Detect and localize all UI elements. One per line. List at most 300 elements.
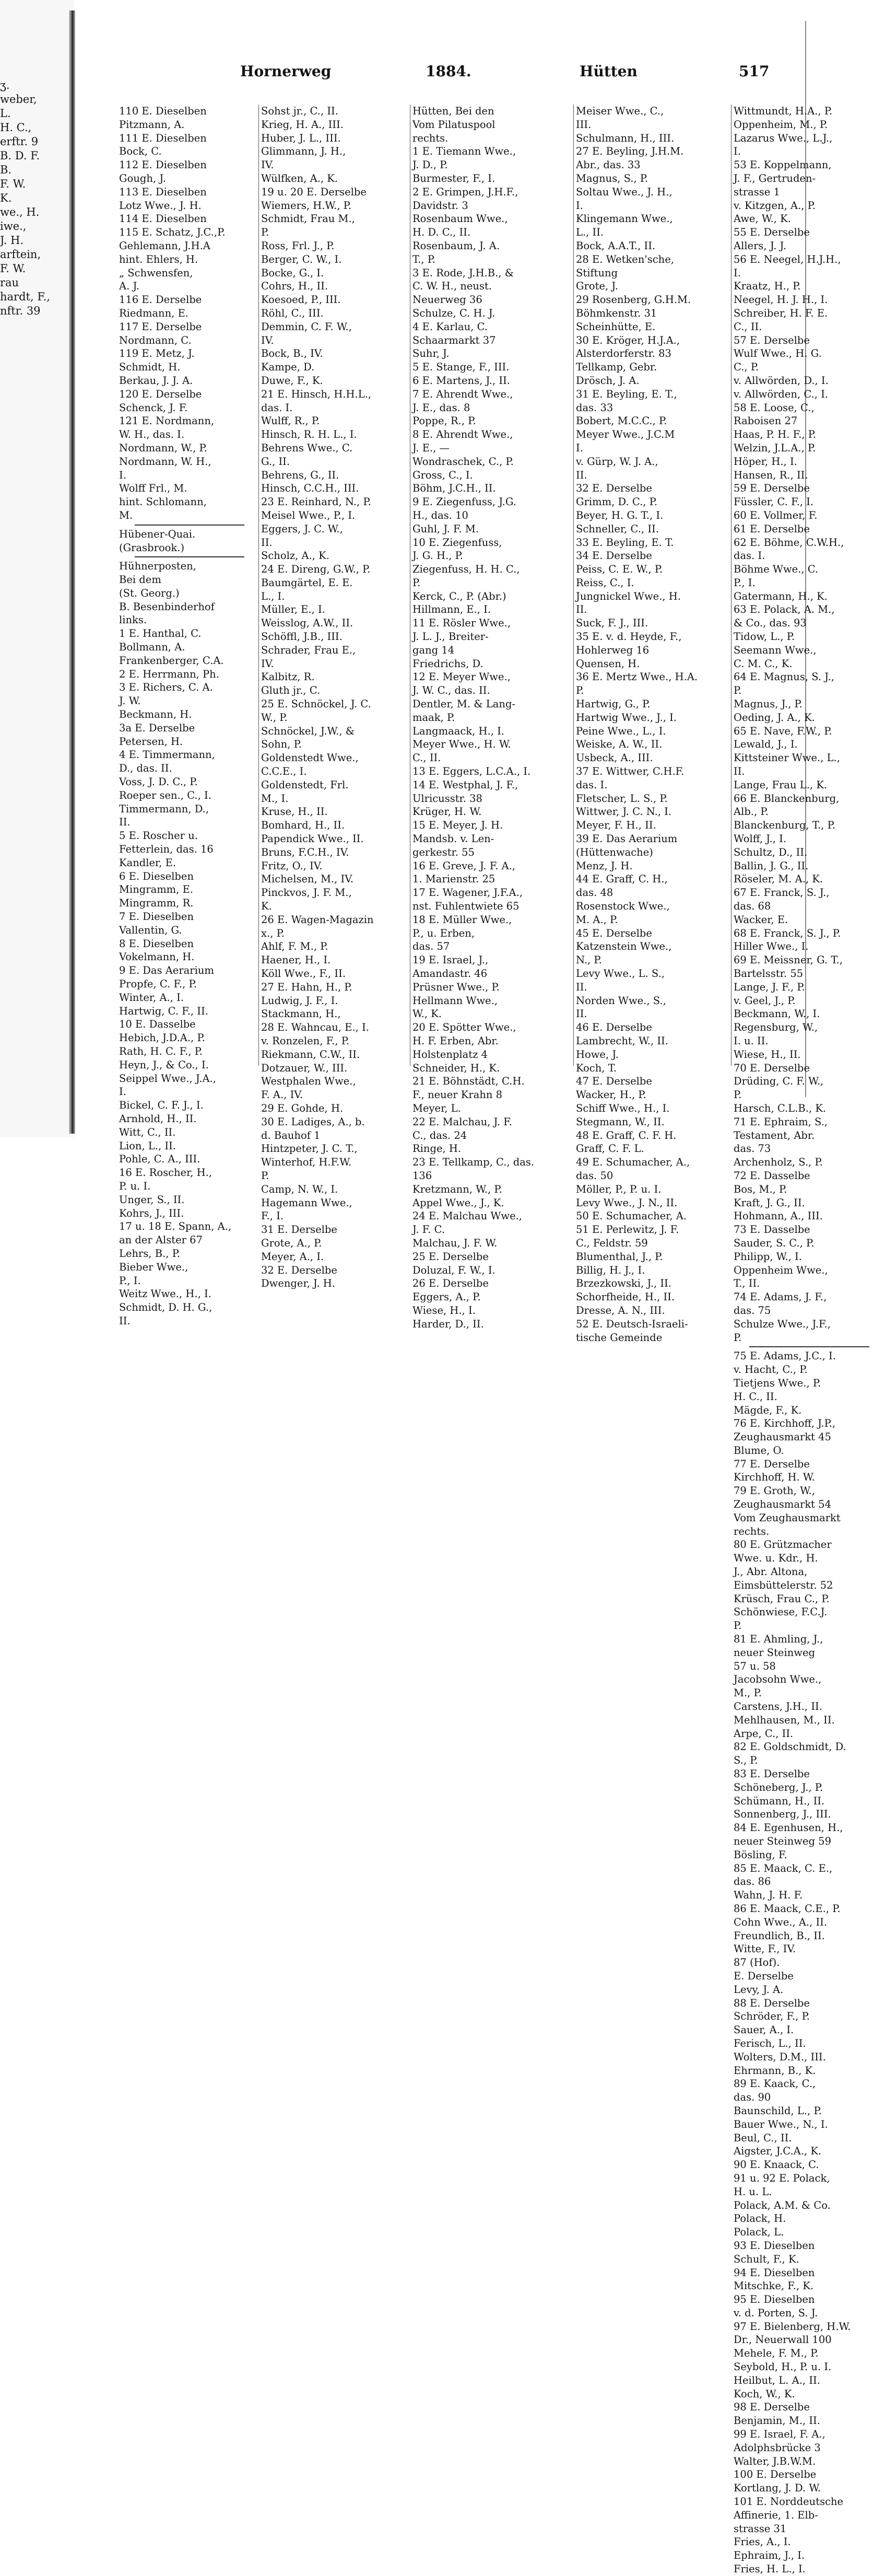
directory-entry: Hansen, R., II. xyxy=(734,469,808,481)
directory-entry: 37 E. Wittwer, C.H.F. xyxy=(576,765,685,778)
directory-entry: Michelsen, M., IV. xyxy=(261,873,354,885)
directory-entry: v. Hacht, C., P. xyxy=(734,1363,808,1376)
directory-entry: Kerck, C., P. (Abr.) xyxy=(412,590,506,602)
directory-entry: das. I. xyxy=(576,778,608,791)
directory-entry: 57 E. Derselbe xyxy=(734,334,810,346)
directory-entry: Beyer, H. G. T., I. xyxy=(576,509,664,521)
directory-entry: W., P. xyxy=(261,711,288,724)
directory-entry: Stegmann, W., II. xyxy=(576,1115,665,1128)
directory-entry: Tietjens Wwe., P. xyxy=(734,1377,821,1389)
facing-page-line: L. xyxy=(0,107,11,120)
directory-entry: Unger, S., II. xyxy=(119,1193,185,1206)
directory-entry: Katzenstein Wwe., xyxy=(576,940,672,953)
directory-entry: Huber, J. L., III. xyxy=(261,132,341,144)
directory-entry: Rosenstock Wwe., xyxy=(576,900,670,913)
directory-entry: Propfe, C. F., P. xyxy=(119,978,197,990)
directory-entry: Archenholz, S., P. xyxy=(734,1156,823,1169)
directory-entry: Mingramm, R. xyxy=(119,897,194,910)
directory-entry: H. u. L. xyxy=(734,2185,772,2198)
directory-entry: 3 E. Richers, C. A. xyxy=(119,681,213,694)
directory-entry: 69 E. Meissner, G. T., xyxy=(734,954,843,966)
directory-entry: das. 33 xyxy=(576,401,613,414)
directory-entry: Affinerie, 1. Elb- xyxy=(734,2509,818,2521)
directory-entry: Polack, H. xyxy=(734,2212,786,2225)
directory-entry: Gluth jr., C. xyxy=(261,684,321,697)
directory-entry: I. xyxy=(576,441,583,454)
directory-entry: Wacker, E. xyxy=(734,913,788,926)
directory-entry: nst. Fuhlentwiete 65 xyxy=(412,900,520,913)
directory-entry: Mingramm, E. xyxy=(119,883,194,896)
directory-entry: 73 E. Dasselbe xyxy=(734,1223,810,1236)
directory-entry: Dresse, A. N., III. xyxy=(576,1304,665,1316)
directory-entry: III. xyxy=(576,118,592,131)
directory-entry: Hartwig, C. F., II. xyxy=(119,1005,208,1017)
directory-entry: Fries, H. L., I. xyxy=(734,2563,806,2575)
directory-entry: Ballin, J. G., II. xyxy=(734,859,809,872)
directory-entry: Schönwiese, F.C.J. xyxy=(734,1606,828,1618)
directory-entry: hint. Ehlers, H. xyxy=(119,253,198,265)
directory-entry: Reiss, C., I. xyxy=(576,576,634,589)
directory-entry: H. C., II. xyxy=(734,1390,777,1403)
directory-entry: Raboisen 27 xyxy=(734,415,798,427)
directory-entry: Meiser Wwe., C., xyxy=(576,105,664,117)
directory-entry: Grimm, D. C., P. xyxy=(576,496,658,508)
directory-entry: 16 E. Greve, J. F. A., xyxy=(412,859,516,872)
directory-entry: I. u. II. xyxy=(734,1034,769,1047)
directory-entry: P., I. xyxy=(734,576,756,589)
directory-entry: Meyer, A., I. xyxy=(261,1250,324,1263)
directory-entry: Kruse, H., II. xyxy=(261,806,328,818)
directory-entry: Gatermann, H., K. xyxy=(734,590,828,602)
directory-entry: 27 E. Hahn, H., P. xyxy=(261,981,352,993)
directory-entry: Sohst jr., C., II. xyxy=(261,105,338,117)
directory-entry: Papendick Wwe., II. xyxy=(261,833,364,845)
directory-entry: Walter, J.B.W.M. xyxy=(734,2455,816,2467)
directory-entry: Blumenthal, J., P. xyxy=(576,1250,663,1263)
directory-entry: Hütten, Bei den xyxy=(412,105,494,117)
directory-entry: 5 E. Stange, F., III. xyxy=(412,361,510,374)
directory-entry: Sohn, P. xyxy=(261,738,302,751)
directory-entry: 74 E. Adams, J. F., xyxy=(734,1291,827,1303)
directory-entry: 87 (Hof). xyxy=(734,1956,780,1969)
directory-entry: C., II. xyxy=(412,752,441,764)
directory-entry: Lambrecht, W., II. xyxy=(576,1034,668,1047)
directory-entry: 79 E. Groth, W., xyxy=(734,1485,816,1497)
facing-page-line: J. H. xyxy=(0,234,24,247)
directory-entry: Graff, C. F. L. xyxy=(576,1143,644,1155)
directory-entry: maak, P. xyxy=(412,711,455,724)
directory-entry: P. xyxy=(734,684,742,697)
directory-entry: (St. Georg.) xyxy=(119,587,180,599)
directory-entry: Blume, O. xyxy=(734,1444,784,1456)
directory-entry: Weitz Wwe., H., I. xyxy=(119,1288,211,1300)
directory-entry: 26 E. Derselbe xyxy=(412,1277,489,1290)
directory-entry: J. F. C. xyxy=(412,1223,445,1236)
directory-entry: J. F., Gertruden- xyxy=(734,172,816,184)
directory-entry: Dr., Neuerwall 100 xyxy=(734,2334,832,2346)
directory-entry: II. xyxy=(261,536,273,549)
directory-entry: H. D. C., II. xyxy=(412,226,471,239)
directory-entry: Schröder, F., P. xyxy=(734,2010,810,2023)
directory-entry: Bei dem xyxy=(119,574,161,586)
directory-entry: 15 E. Meyer, J. H. xyxy=(412,819,503,832)
directory-entry: Ludwig, J. F., I. xyxy=(261,994,338,1007)
facing-page-line: weber, xyxy=(0,93,37,106)
directory-entry: das. I. xyxy=(261,401,293,414)
directory-entry: II. xyxy=(576,1008,587,1020)
directory-entry: Schmidt, Frau M., xyxy=(261,213,355,225)
directory-entry: Bock, A.A.T., II. xyxy=(576,239,656,252)
directory-entry: Bauer Wwe., N., I. xyxy=(734,2118,828,2130)
directory-entry: Usbeck, A., III. xyxy=(576,752,653,764)
directory-entry: Meyer, L. xyxy=(412,1102,461,1114)
directory-entry: Müller, E., I. xyxy=(261,603,325,616)
directory-entry: 66 E. Blanckenburg, xyxy=(734,792,840,805)
directory-entry: Böhme Wwe., C. xyxy=(734,563,819,576)
directory-entry: Kortlang, J. D. W. xyxy=(734,2482,821,2495)
directory-entry: F. A., IV. xyxy=(261,1089,303,1101)
directory-entry: Haener, H., I. xyxy=(261,954,331,966)
directory-entry: 30 E. Ladiges, A., b. xyxy=(261,1115,365,1128)
directory-entry: 46 E. Derselbe xyxy=(576,1021,652,1034)
directory-column-1 xyxy=(119,104,260,1327)
facing-page-line: arftein, xyxy=(0,248,41,261)
directory-entry: Hartwig, G., P. xyxy=(576,698,651,710)
directory-entry: Bock, B., IV. xyxy=(261,347,323,360)
directory-entry: Benjamin, M., II. xyxy=(734,2415,820,2427)
directory-entry: 72 E. Dasselbe xyxy=(734,1169,810,1182)
directory-entry: „ Schwensfen, xyxy=(119,266,193,279)
directory-entry: J. W. C., das. II. xyxy=(412,684,490,697)
directory-entry: Meisel Wwe., P., I. xyxy=(261,509,356,521)
directory-entry: 16 E. Roscher, H., xyxy=(119,1167,213,1179)
directory-entry: 22 E. Malchau, J. F. xyxy=(412,1115,512,1128)
directory-entry: 23 E. Tellkamp, C., das. xyxy=(412,1156,535,1169)
directory-entry: Lotz Wwe., J. H. xyxy=(119,199,202,212)
directory-entry: Koesoed, P., III. xyxy=(261,294,341,306)
directory-entry: Camp, N. W., I. xyxy=(261,1183,338,1195)
directory-entry: Drüding, C. F. W., xyxy=(734,1075,824,1088)
directory-entry: Böhm, J.C.H., II. xyxy=(412,482,496,495)
directory-entry: Frankenberger, C.A. xyxy=(119,654,224,667)
directory-entry: Bickel, C. F. J., I. xyxy=(119,1099,204,1112)
directory-entry: P., I. xyxy=(119,1274,141,1287)
directory-entry: Ahlf, F. M., P. xyxy=(261,940,328,953)
directory-entry: P. xyxy=(576,684,584,697)
directory-entry: P. u. I. xyxy=(119,1180,151,1192)
directory-entry: x., P. xyxy=(261,927,285,939)
directory-entry: Möller, P., P. u. I. xyxy=(576,1183,662,1195)
directory-entry: Lange, Frau L., K. xyxy=(734,778,828,791)
directory-entry: Soltau Wwe., J. H., xyxy=(576,185,672,198)
directory-entry: Höper, H., I. xyxy=(734,455,797,468)
directory-entry: Hellmann Wwe., xyxy=(412,994,498,1007)
facing-page-line: B. D. F. xyxy=(0,149,40,162)
directory-entry: 75 E. Adams, J.C., I. xyxy=(734,1350,836,1362)
directory-entry: H., das. 10 xyxy=(412,509,468,521)
directory-entry: Schrader, Frau E., xyxy=(261,644,356,656)
directory-entry: 5 E. Roscher u. xyxy=(119,830,198,842)
directory-entry: 77 E. Derselbe xyxy=(734,1458,810,1470)
directory-entry: Kraft, J. G., II. xyxy=(734,1196,805,1209)
directory-entry: Schöneberg, J., P. xyxy=(734,1781,823,1793)
directory-entry: Brzezkowski, J., II. xyxy=(576,1277,671,1290)
directory-entry: Dotzauer, W., III. xyxy=(261,1062,348,1074)
directory-entry: Baunschild, L., P. xyxy=(734,2104,822,2117)
directory-entry: C., das. 24 xyxy=(412,1129,467,1141)
directory-entry: Hintzpeter, J. C. T., xyxy=(261,1143,358,1155)
directory-entry: 21 E. Böhnstädt, C.H. xyxy=(412,1075,525,1088)
directory-entry: Seybold, H., P. u. I. xyxy=(734,2361,832,2373)
directory-entry: rechts. xyxy=(412,132,449,144)
directory-entry: Magnus, S., P. xyxy=(576,172,648,184)
directory-entry: II. xyxy=(119,1314,131,1327)
directory-entry: S., P. xyxy=(734,1754,758,1767)
directory-entry: Bollmann, A. xyxy=(119,641,185,654)
directory-entry: Ehrmann, B., K. xyxy=(734,2064,816,2077)
directory-entry: Krieg, H. A., III. xyxy=(261,118,344,131)
directory-entry: J. D., P. xyxy=(412,159,448,171)
directory-column-2 xyxy=(261,104,410,1290)
directory-entry: Levy Wwe., J. N., II. xyxy=(576,1196,678,1209)
directory-entry: Vom Zeughausmarkt xyxy=(734,1511,841,1524)
directory-entry: 61 E. Derselbe xyxy=(734,522,810,535)
directory-entry: 94 E. Dieselben xyxy=(734,2266,815,2279)
directory-entry: Koch, T. xyxy=(576,1062,617,1074)
directory-entry: Schorfheide, H., II. xyxy=(576,1291,675,1303)
directory-entry: 1 E. Tiemann Wwe., xyxy=(412,145,516,158)
directory-entry: Meyer Wwe., J.C.M xyxy=(576,428,675,441)
directory-entry: Voss, J. D. C., P. xyxy=(119,776,198,788)
directory-entry: Regensburg, W., xyxy=(734,1021,818,1034)
directory-entry: A. J. xyxy=(119,280,139,293)
directory-entry: Kohrs, J., III. xyxy=(119,1207,184,1219)
directory-entry: Eggers, A., P. xyxy=(412,1291,481,1303)
directory-entry: 100 E. Derselbe xyxy=(734,2468,817,2481)
directory-column-4 xyxy=(576,104,731,1344)
directory-entry: J. G. H., P. xyxy=(412,550,463,562)
directory-entry: Mägde, F., K. xyxy=(734,1404,802,1416)
directory-entry: Poppe, R., P. xyxy=(412,415,476,427)
directory-entry: 110 E. Dieselben xyxy=(119,105,207,117)
directory-entry: Fritz, O., IV. xyxy=(261,859,323,872)
directory-entry: an der Alster 67 xyxy=(119,1234,203,1246)
directory-entry: 111 E. Dieselben xyxy=(119,132,207,144)
directory-entry: 28 E. Wahncau, E., I. xyxy=(261,1021,369,1034)
directory-entry: Sonnenberg, J., III. xyxy=(734,1808,831,1821)
directory-entry: 119 E. Metz, J. xyxy=(119,347,195,360)
directory-entry: Wittmundt, H.A., P. xyxy=(734,105,833,117)
directory-entry: Schnöckel, J.W., & xyxy=(261,725,355,737)
directory-entry: Behrens Wwe., C. xyxy=(261,441,353,454)
directory-entry: II. xyxy=(734,765,745,778)
directory-entry: C. M. C., K. xyxy=(734,657,793,670)
directory-entry: Peiss, C. E. W., P. xyxy=(576,563,663,576)
directory-entry: Lazarus Wwe., L.J., xyxy=(734,132,833,144)
directory-entry: 114 E. Dieselben xyxy=(119,213,207,225)
directory-entry: Witt, C., II. xyxy=(119,1126,176,1138)
directory-entry: Ringe, H. xyxy=(412,1143,462,1155)
directory-entry: 97 E. Bielenberg, H.W. xyxy=(734,2320,851,2333)
directory-entry: Schneider, H., K. xyxy=(412,1062,500,1074)
directory-entry: 6 E. Dieselben xyxy=(119,870,194,882)
directory-entry: 59 E. Derselbe xyxy=(734,482,810,495)
directory-entry: Stiftung xyxy=(576,266,618,279)
directory-entry: 24 E. Direng, G.W., P. xyxy=(261,563,371,576)
section-divider xyxy=(135,556,244,557)
directory-entry: Davidstr. 3 xyxy=(412,199,468,212)
directory-entry: P. xyxy=(412,576,421,589)
directory-entry: Malchau, J. F. W. xyxy=(412,1237,498,1249)
directory-entry: Vom Pilatuspool xyxy=(412,118,495,131)
directory-entry: Pitzmann, A. xyxy=(119,118,185,131)
directory-entry: Goldenstedt Wwe., xyxy=(261,752,359,764)
directory-entry: Petersen, H. xyxy=(119,735,183,748)
directory-entry: 83 E. Derselbe xyxy=(734,1768,810,1780)
directory-entry: Oppenheim, M., P. xyxy=(734,118,828,131)
directory-entry: 98 E. Derselbe xyxy=(734,2401,810,2414)
directory-entry: Bocke, G., I. xyxy=(261,266,324,279)
directory-entry: Wulff, R., P. xyxy=(261,415,320,427)
directory-entry: links. xyxy=(119,614,147,626)
directory-entry: Schenck, J. F. xyxy=(119,401,188,414)
directory-entry: Vallentin, G. xyxy=(119,924,182,936)
directory-entry: v. d. Porten, S. J. xyxy=(734,2306,818,2319)
directory-entry: Bruns, F.C.H., IV. xyxy=(261,846,349,858)
directory-entry: P. xyxy=(734,1331,742,1344)
directory-entry: Drösch, J. A. xyxy=(576,374,640,387)
directory-entry: L., II. xyxy=(576,226,604,239)
directory-entry: Burmester, F., I. xyxy=(412,172,495,184)
directory-entry: Weiske, A. W., II. xyxy=(576,738,663,751)
directory-entry: I. xyxy=(119,1086,126,1098)
directory-entry: Polack, L. xyxy=(734,2226,784,2239)
directory-entry: Bock, C. xyxy=(119,145,162,158)
directory-entry: P. xyxy=(734,1089,742,1101)
facing-page-line: B. xyxy=(0,164,12,176)
directory-entry: W., K. xyxy=(412,1008,442,1020)
directory-entry: 2 E. Herrmann, Ph. xyxy=(119,668,219,680)
directory-entry: 116 E. Derselbe xyxy=(119,294,202,306)
directory-entry: II. xyxy=(119,816,131,829)
directory-entry: Gehlemann, J.H.A xyxy=(119,239,210,252)
directory-entry: 117 E. Derselbe xyxy=(119,320,202,333)
directory-entry: Schmidt, H. xyxy=(119,361,181,374)
directory-entry: 7 E. Dieselben xyxy=(119,911,194,923)
directory-entry: Schaarmarkt 37 xyxy=(412,334,496,346)
directory-entry: (Grasbrook.) xyxy=(119,541,185,554)
directory-entry: 4 E. Karlau, C. xyxy=(412,320,488,333)
directory-entry: Riedmann, E. xyxy=(119,307,189,319)
directory-entry: hint. Schlomann, xyxy=(119,496,207,508)
directory-entry: Krüsch, Frau C., P. xyxy=(734,1592,830,1605)
directory-entry: D., das. II. xyxy=(119,762,172,775)
directory-entry: Neuerweg 36 xyxy=(412,294,482,306)
facing-page-line: rau xyxy=(0,276,19,289)
directory-entry: Fries, A., I. xyxy=(734,2536,791,2548)
directory-column-5 xyxy=(734,104,885,2575)
facing-page-line: nftr. 39 xyxy=(0,305,41,317)
directory-entry: 17 u. 18 E. Spann, A., xyxy=(119,1220,232,1233)
directory-entry: Menz, J. H. xyxy=(576,859,633,872)
directory-entry: 30 E. Kröger, H.J.A., xyxy=(576,334,680,346)
directory-entry: Grote, J. xyxy=(576,280,618,293)
directory-entry: 28 E. Wetken'sche, xyxy=(576,253,674,265)
directory-entry: T., II. xyxy=(734,1277,760,1290)
directory-entry: Amandastr. 46 xyxy=(412,968,488,980)
directory-entry: Alb., P. xyxy=(734,806,769,818)
directory-entry: 44 E. Graff, C. H., xyxy=(576,873,668,885)
directory-entry: Cohn Wwe., A., II. xyxy=(734,1916,828,1928)
directory-entry: Oppenheim Wwe., xyxy=(734,1264,828,1276)
directory-entry: Bobert, M.C.C., P. xyxy=(576,415,667,427)
directory-entry: 26 E. Wagen-Magazin xyxy=(261,913,374,926)
header-street-left: Hornerweg xyxy=(240,63,332,80)
directory-entry: Schreiber, H. F. E. xyxy=(734,307,828,319)
directory-entry: Kirchhoff, H. W. xyxy=(734,1471,815,1484)
directory-entry: Mandsb. v. Len- xyxy=(412,833,494,845)
directory-entry: Kittsteiner Wwe., L., xyxy=(734,752,840,764)
directory-entry: Schöffl, J.B., III. xyxy=(261,631,343,643)
directory-entry: 101 E. Norddeutsche xyxy=(734,2496,844,2508)
directory-entry: Winterhof, H.F.W. xyxy=(261,1156,352,1169)
directory-entry: Quensen, H. xyxy=(576,657,640,670)
directory-entry: Baumgärtel, E. E. xyxy=(261,576,353,589)
directory-entry: 4 E. Timmermann, xyxy=(119,749,215,761)
directory-entry: Vokelmann, H. xyxy=(119,951,195,963)
directory-entry: Glimmann, J. H., xyxy=(261,145,346,158)
directory-entry: Doluzal, F. W., I. xyxy=(412,1264,495,1276)
directory-entry: IV. xyxy=(261,334,274,346)
directory-entry: Grote, A., P. xyxy=(261,1237,322,1249)
directory-entry: Weisslog, A.W., II. xyxy=(261,617,353,630)
directory-entry: Ross, Frl. J., P. xyxy=(261,239,335,252)
directory-entry: Witte, F., IV. xyxy=(734,1943,796,1955)
directory-entry: Prüsner Wwe., P. xyxy=(412,981,500,993)
directory-entry: 29 E. Gohde, H. xyxy=(261,1102,344,1114)
directory-entry: Kretzmann, W., P. xyxy=(412,1183,502,1195)
directory-entry: 85 E. Maack, C. E., xyxy=(734,1862,833,1874)
facing-page-line: F. W. xyxy=(0,178,26,190)
directory-entry: E. Derselbe xyxy=(734,1969,794,1982)
directory-entry: Goldenstedt, Frl. xyxy=(261,778,349,791)
directory-entry: Hebich, J.D.A., P. xyxy=(119,1032,205,1044)
directory-entry: 31 E. Derselbe xyxy=(261,1223,337,1236)
page-number: 517 xyxy=(739,63,770,80)
directory-entry: 81 E. Ahmling, J., xyxy=(734,1633,823,1646)
directory-entry: Wolff Frl., M. xyxy=(119,482,187,495)
directory-entry: das. 90 xyxy=(734,2091,771,2104)
directory-entry: Beckmann, H. xyxy=(119,708,192,721)
directory-entry: I. xyxy=(119,469,126,481)
directory-entry: Roeper sen., C., I. xyxy=(119,789,211,801)
directory-entry: Beul, C., II. xyxy=(734,2131,792,2144)
directory-entry: Winter, A., I. xyxy=(119,991,184,1004)
directory-entry: 13 E. Eggers, L.C.A., I. xyxy=(412,765,531,778)
directory-entry: P. xyxy=(261,1169,269,1182)
directory-entry: 65 E. Nave, F.W., P. xyxy=(734,725,832,737)
directory-entry: 53 E. Koppelmann, xyxy=(734,159,832,171)
directory-entry: J. E., das. 8 xyxy=(412,401,470,414)
directory-entry: Hinsch, C.C.H., III. xyxy=(261,482,359,495)
directory-entry: Jacobsohn Wwe., xyxy=(734,1673,822,1686)
directory-entry: 24 E. Malchau Wwe., xyxy=(412,1210,523,1222)
directory-entry: 33 E. Beyling, E. T. xyxy=(576,536,674,549)
directory-entry: Suhr, J. xyxy=(412,347,450,360)
directory-entry: das. 75 xyxy=(734,1304,771,1316)
directory-entry: 35 E. v. d. Heyde, F., xyxy=(576,631,682,643)
directory-entry: Nordmann, W., P. xyxy=(119,441,207,454)
